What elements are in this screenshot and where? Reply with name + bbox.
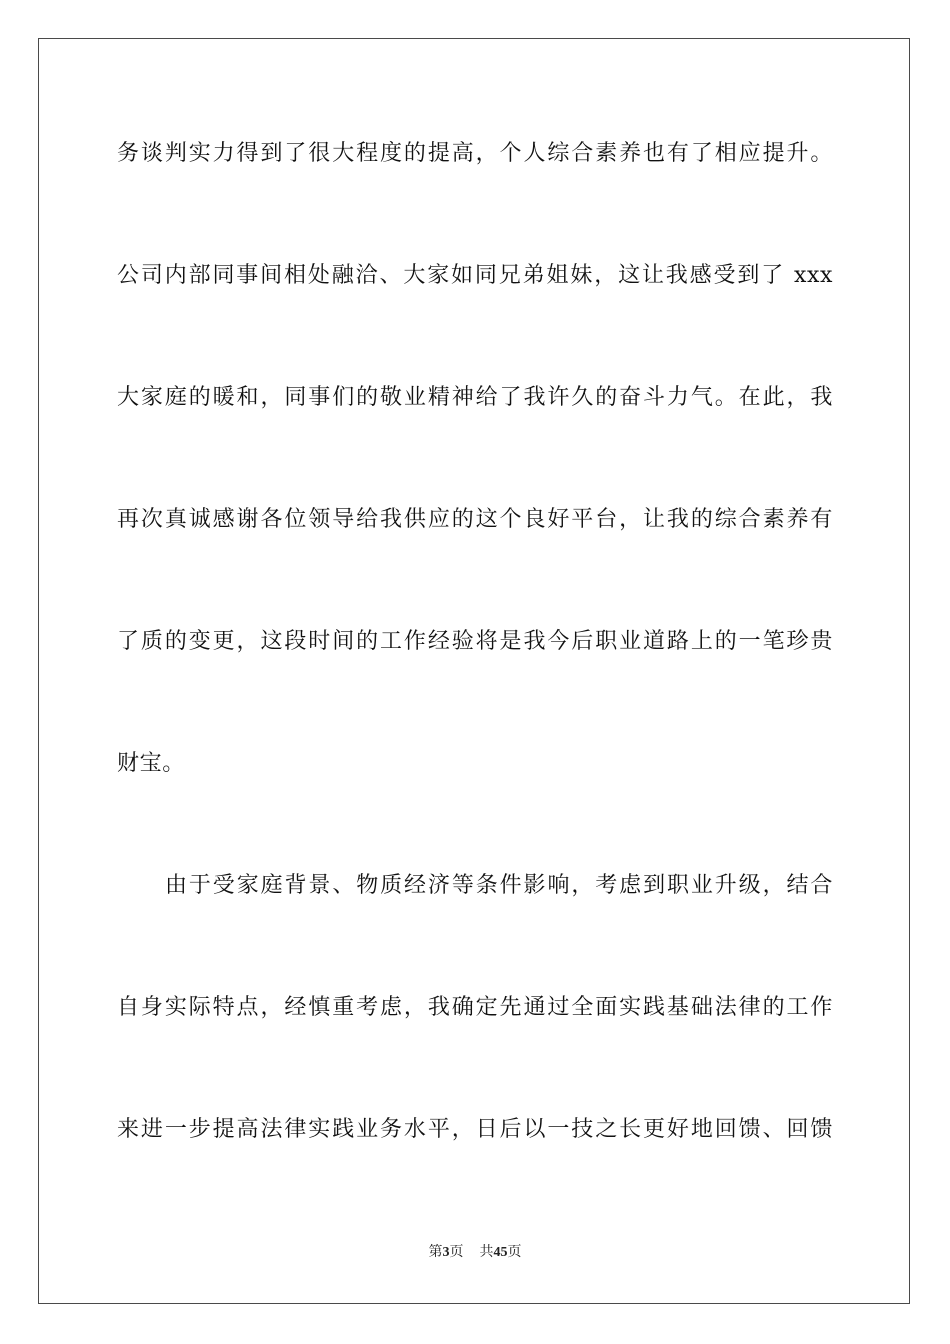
page-prefix: 第 xyxy=(428,1245,443,1260)
body-line: 来进一步提高法律实践业务水平，日后以一技之长更好地回馈、回馈 xyxy=(117,1117,833,1142)
body-line: 自身实际特点，经慎重考虑，我确定先通过全面实践基础法律的工作 xyxy=(117,995,833,1020)
body-line: 大家庭的暖和，同事们的敬业精神给了我许久的奋斗力气。在此，我 xyxy=(117,385,833,410)
page-footer xyxy=(0,1241,950,1261)
current-page-number: 3 xyxy=(442,1245,450,1260)
document-body xyxy=(117,124,833,1222)
paragraph-start-line: 由于受家庭背景、物质经济等条件影响，考虑到职业升级，结合 xyxy=(165,873,833,898)
body-line: 财宝。 xyxy=(117,751,185,776)
body-line: 再次真诚感谢各位领导给我供应的这个良好平台，让我的综合素养有 xyxy=(117,507,833,532)
body-line: 公司内部同事间相处融洽、大家如同兄弟姐妹，这让我感受到了 xxx xyxy=(117,263,833,288)
total-suffix: 页 xyxy=(507,1245,522,1260)
total-prefix: 共 xyxy=(479,1245,494,1260)
body-line: 务谈判实力得到了很大程度的提高，个人综合素养也有了相应提升。 xyxy=(117,141,833,166)
total-pages-number: 45 xyxy=(493,1245,508,1260)
body-line: 了质的变更，这段时间的工作经验将是我今后职业道路上的一笔珍贵 xyxy=(117,629,833,654)
page-suffix: 页 xyxy=(449,1245,464,1260)
